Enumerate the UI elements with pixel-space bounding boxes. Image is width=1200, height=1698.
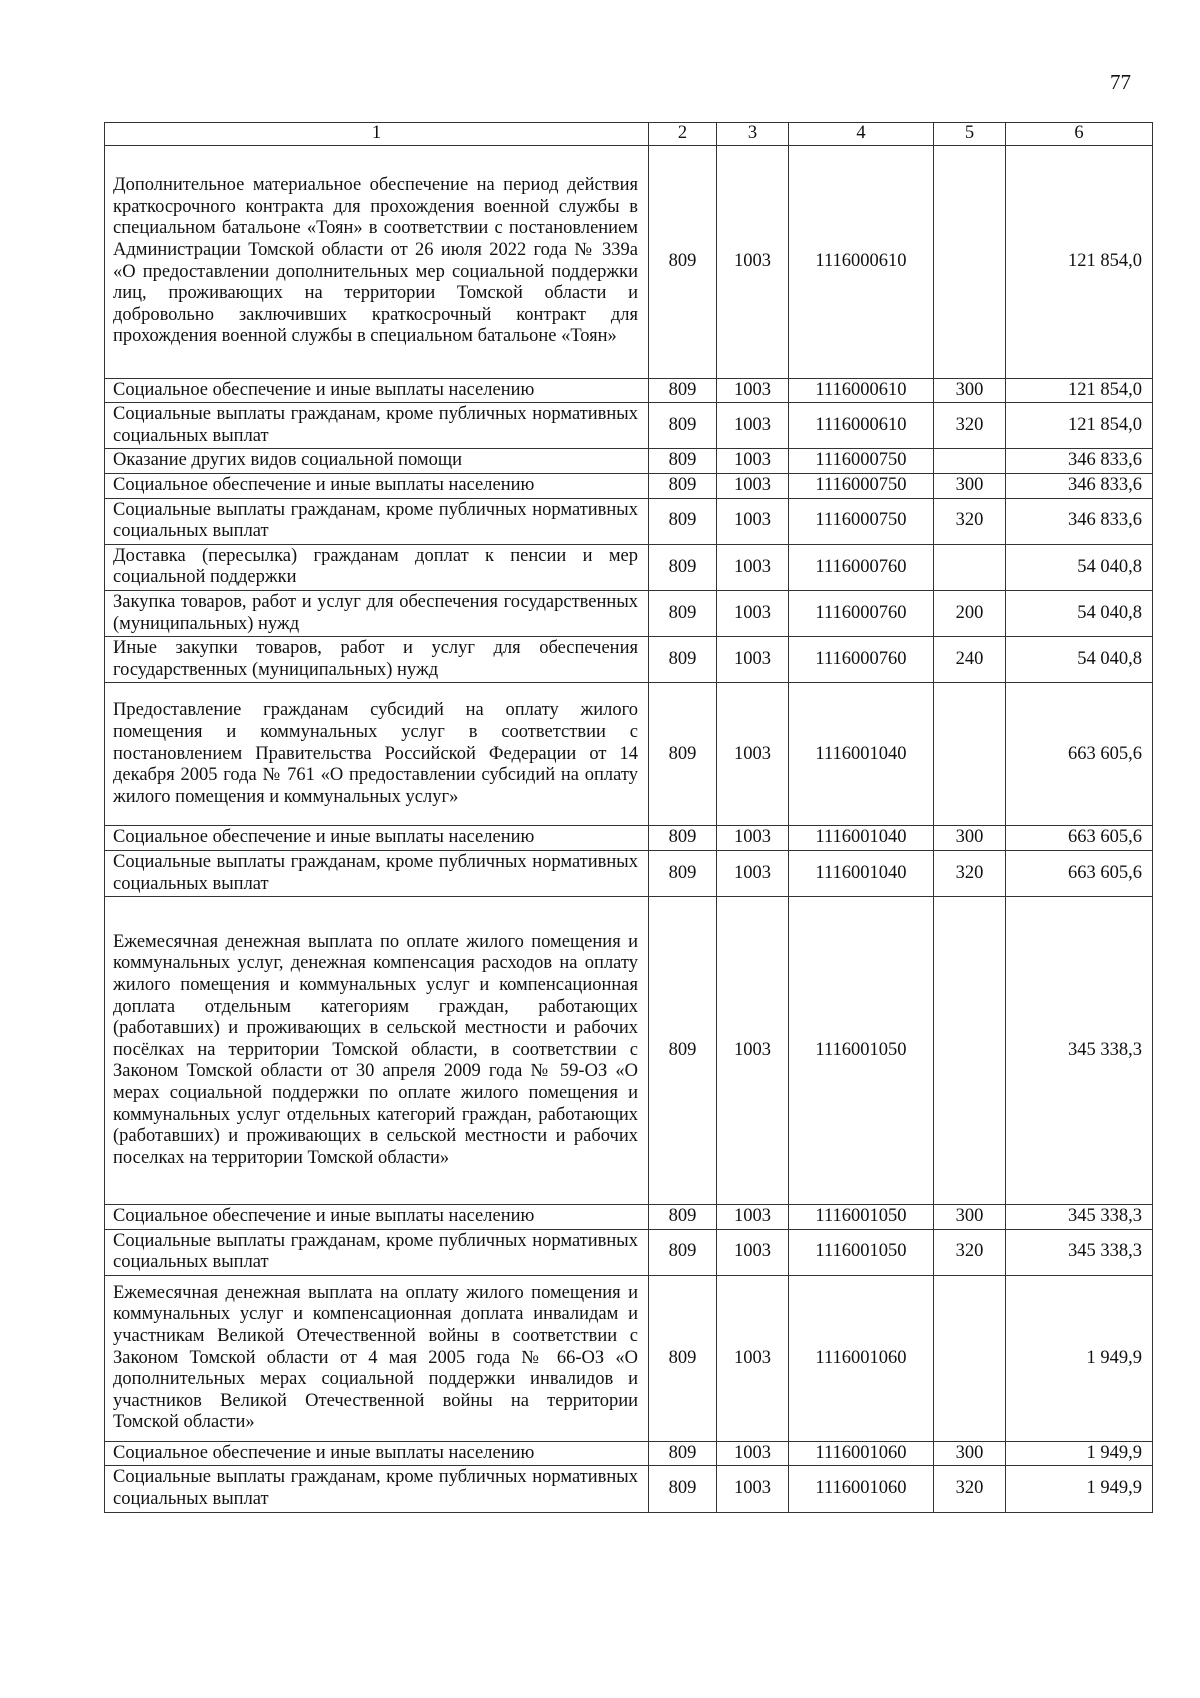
cell-target-article: 1116000610 [789,145,934,378]
table-row [105,1229,1153,1275]
cell-amount: 1 949,9 [1006,1275,1153,1441]
row-description: Социальное обеспечение и иные выплаты населению [105,378,649,403]
table-row [105,498,1153,544]
cell-target-article: 1116001040 [789,683,934,826]
budget-table [104,122,1153,1513]
table-row [105,544,1153,590]
cell-section-code: 1003 [717,826,789,851]
cell-admin-code: 809 [649,637,717,683]
cell-amount: 54 040,8 [1006,544,1153,590]
cell-expense-type: 320 [934,850,1006,896]
column-header: 4 [789,123,934,146]
table-row [105,1275,1153,1441]
cell-target-article: 1116000760 [789,544,934,590]
table-row [105,637,1153,683]
cell-admin-code: 809 [649,850,717,896]
cell-admin-code: 809 [649,403,717,449]
table-row [105,1205,1153,1230]
cell-section-code: 1003 [717,637,789,683]
cell-section-code: 1003 [717,378,789,403]
table-row [105,378,1153,403]
row-description: Социальные выплаты гражданам, кроме публичных нормативных социальных выплат [105,1229,649,1275]
page-number: 77 [1110,70,1131,94]
cell-admin-code: 809 [649,145,717,378]
cell-admin-code: 809 [649,544,717,590]
row-description: Социальное обеспечение и иные выплаты населению [105,473,649,498]
table-row [105,403,1153,449]
row-description: Ежемесячная денежная выплата по оплате жилого помещения и коммунальных услуг, денежная компенсация расходов на оплату жилого помещения и коммунальных услуг и компенсационная доплата отдельным категориям граждан, работающих (работавших) и проживающих в сельской местности и рабочих посёлках на территории Томской области, в соответствии с Законом Томской области от 30 апреля 2009 года № 59-ОЗ «О мерах социальной поддержки по оплате жилого помещения и коммунальных услуг отдельных категорий граждан, работающих (работавших) и проживающих в сельской местности и рабочих поселках на территории Томской области» [105,897,649,1205]
cell-target-article: 1116000750 [789,498,934,544]
cell-expense-type: 320 [934,1229,1006,1275]
cell-expense-type: 320 [934,498,1006,544]
cell-section-code: 1003 [717,473,789,498]
cell-amount: 1 949,9 [1006,1441,1153,1466]
cell-section-code: 1003 [717,449,789,474]
row-description: Доставка (пересылка) гражданам доплат к пенсии и мер социальной поддержки [105,544,649,590]
row-description: Социальные выплаты гражданам, кроме публичных нормативных социальных выплат [105,403,649,449]
row-description: Социальное обеспечение и иные выплаты населению [105,1205,649,1230]
cell-section-code: 1003 [717,683,789,826]
cell-target-article: 1116001060 [789,1275,934,1441]
cell-expense-type [934,683,1006,826]
row-description: Социальное обеспечение и иные выплаты населению [105,826,649,851]
cell-target-article: 1116000610 [789,378,934,403]
cell-expense-type: 320 [934,1466,1006,1512]
cell-admin-code: 809 [649,1229,717,1275]
cell-expense-type [934,449,1006,474]
cell-section-code: 1003 [717,850,789,896]
row-description: Социальные выплаты гражданам, кроме публичных нормативных социальных выплат [105,850,649,896]
cell-amount: 1 949,9 [1006,1466,1153,1512]
table-row [105,826,1153,851]
cell-expense-type: 300 [934,473,1006,498]
column-header: 2 [649,123,717,146]
table-header-row [105,123,1153,146]
cell-expense-type: 300 [934,1205,1006,1230]
cell-amount: 346 833,6 [1006,473,1153,498]
cell-admin-code: 809 [649,378,717,403]
column-header: 6 [1006,123,1153,146]
cell-section-code: 1003 [717,403,789,449]
cell-expense-type [934,145,1006,378]
cell-amount: 54 040,8 [1006,590,1153,636]
row-description: Дополнительное материальное обеспечение на период действия краткосрочного контракта для прохождения военной службы в специальном батальоне «Тоян» в соответствии с постановлением Администрации Томской области от 26 июля 2022 года № 339а «О предоставлении дополнительных мер социальной поддержки лиц, проживающих на территории Томской области и добровольно заключивших краткосрочный контракт для прохождения военной службы в специальном батальоне «Тоян» [105,145,649,378]
cell-expense-type [934,1275,1006,1441]
cell-expense-type: 300 [934,826,1006,851]
table-row [105,145,1153,378]
cell-amount: 346 833,6 [1006,498,1153,544]
row-description: Социальные выплаты гражданам, кроме публичных нормативных социальных выплат [105,1466,649,1512]
cell-target-article: 1116001040 [789,826,934,851]
cell-section-code: 1003 [717,544,789,590]
cell-section-code: 1003 [717,1205,789,1230]
table-row [105,449,1153,474]
cell-target-article: 1116001050 [789,1205,934,1230]
cell-target-article: 1116001050 [789,897,934,1205]
row-description: Социальное обеспечение и иные выплаты населению [105,1441,649,1466]
cell-expense-type: 240 [934,637,1006,683]
cell-expense-type: 320 [934,403,1006,449]
cell-admin-code: 809 [649,683,717,826]
cell-admin-code: 809 [649,1441,717,1466]
cell-admin-code: 809 [649,1205,717,1230]
cell-admin-code: 809 [649,1466,717,1512]
row-description: Предоставление гражданам субсидий на оплату жилого помещения и коммунальных услуг в соответствии с постановлением Правительства Российской Федерации от 14 декабря 2005 года № 761 «О предоставлении субсидий на оплату жилого помещения и коммунальных услуг» [105,683,649,826]
cell-amount: 121 854,0 [1006,378,1153,403]
cell-expense-type: 200 [934,590,1006,636]
cell-amount: 663 605,6 [1006,850,1153,896]
table-row [105,850,1153,896]
row-description: Социальные выплаты гражданам, кроме публичных нормативных социальных выплат [105,498,649,544]
cell-expense-type: 300 [934,1441,1006,1466]
cell-amount: 345 338,3 [1006,1205,1153,1230]
cell-section-code: 1003 [717,1275,789,1441]
cell-section-code: 1003 [717,145,789,378]
column-header: 1 [105,123,649,146]
cell-target-article: 1116001050 [789,1229,934,1275]
cell-target-article: 1116001060 [789,1466,934,1512]
cell-target-article: 1116000750 [789,473,934,498]
table-row [105,897,1153,1205]
row-description: Иные закупки товаров, работ и услуг для обеспечения государственных (муниципальных) нужд [105,637,649,683]
table-row [105,683,1153,826]
cell-amount: 121 854,0 [1006,403,1153,449]
cell-target-article: 1116001060 [789,1441,934,1466]
column-header: 5 [934,123,1006,146]
cell-admin-code: 809 [649,826,717,851]
cell-admin-code: 809 [649,498,717,544]
cell-admin-code: 809 [649,473,717,498]
cell-admin-code: 809 [649,897,717,1205]
cell-section-code: 1003 [717,1466,789,1512]
cell-section-code: 1003 [717,498,789,544]
cell-target-article: 1116000750 [789,449,934,474]
cell-expense-type: 300 [934,378,1006,403]
cell-admin-code: 809 [649,590,717,636]
cell-amount: 345 338,3 [1006,1229,1153,1275]
table-row [105,1441,1153,1466]
cell-amount: 121 854,0 [1006,145,1153,378]
cell-amount: 54 040,8 [1006,637,1153,683]
cell-section-code: 1003 [717,590,789,636]
cell-expense-type [934,897,1006,1205]
table-row [105,473,1153,498]
cell-target-article: 1116000610 [789,403,934,449]
row-description: Ежемесячная денежная выплата на оплату жилого помещения и коммунальных услуг и компенсационная доплата инвалидам и участникам Великой Отечественной войны в соответствии с Законом Томской области от 4 мая 2005 года № 66-ОЗ «О дополнительных мерах социальной поддержки инвалидов и участников Великой Отечественной войны на территории Томской области» [105,1275,649,1441]
table-row [105,1466,1153,1512]
column-header: 3 [717,123,789,146]
cell-amount: 346 833,6 [1006,449,1153,474]
cell-target-article: 1116000760 [789,637,934,683]
cell-admin-code: 809 [649,449,717,474]
cell-target-article: 1116001040 [789,850,934,896]
cell-section-code: 1003 [717,897,789,1205]
cell-section-code: 1003 [717,1441,789,1466]
cell-admin-code: 809 [649,1275,717,1441]
cell-section-code: 1003 [717,1229,789,1275]
row-description: Оказание других видов социальной помощи [105,449,649,474]
cell-target-article: 1116000760 [789,590,934,636]
cell-amount: 345 338,3 [1006,897,1153,1205]
cell-amount: 663 605,6 [1006,683,1153,826]
table-row [105,590,1153,636]
cell-amount: 663 605,6 [1006,826,1153,851]
row-description: Закупка товаров, работ и услуг для обеспечения государственных (муниципальных) нужд [105,590,649,636]
cell-expense-type [934,544,1006,590]
